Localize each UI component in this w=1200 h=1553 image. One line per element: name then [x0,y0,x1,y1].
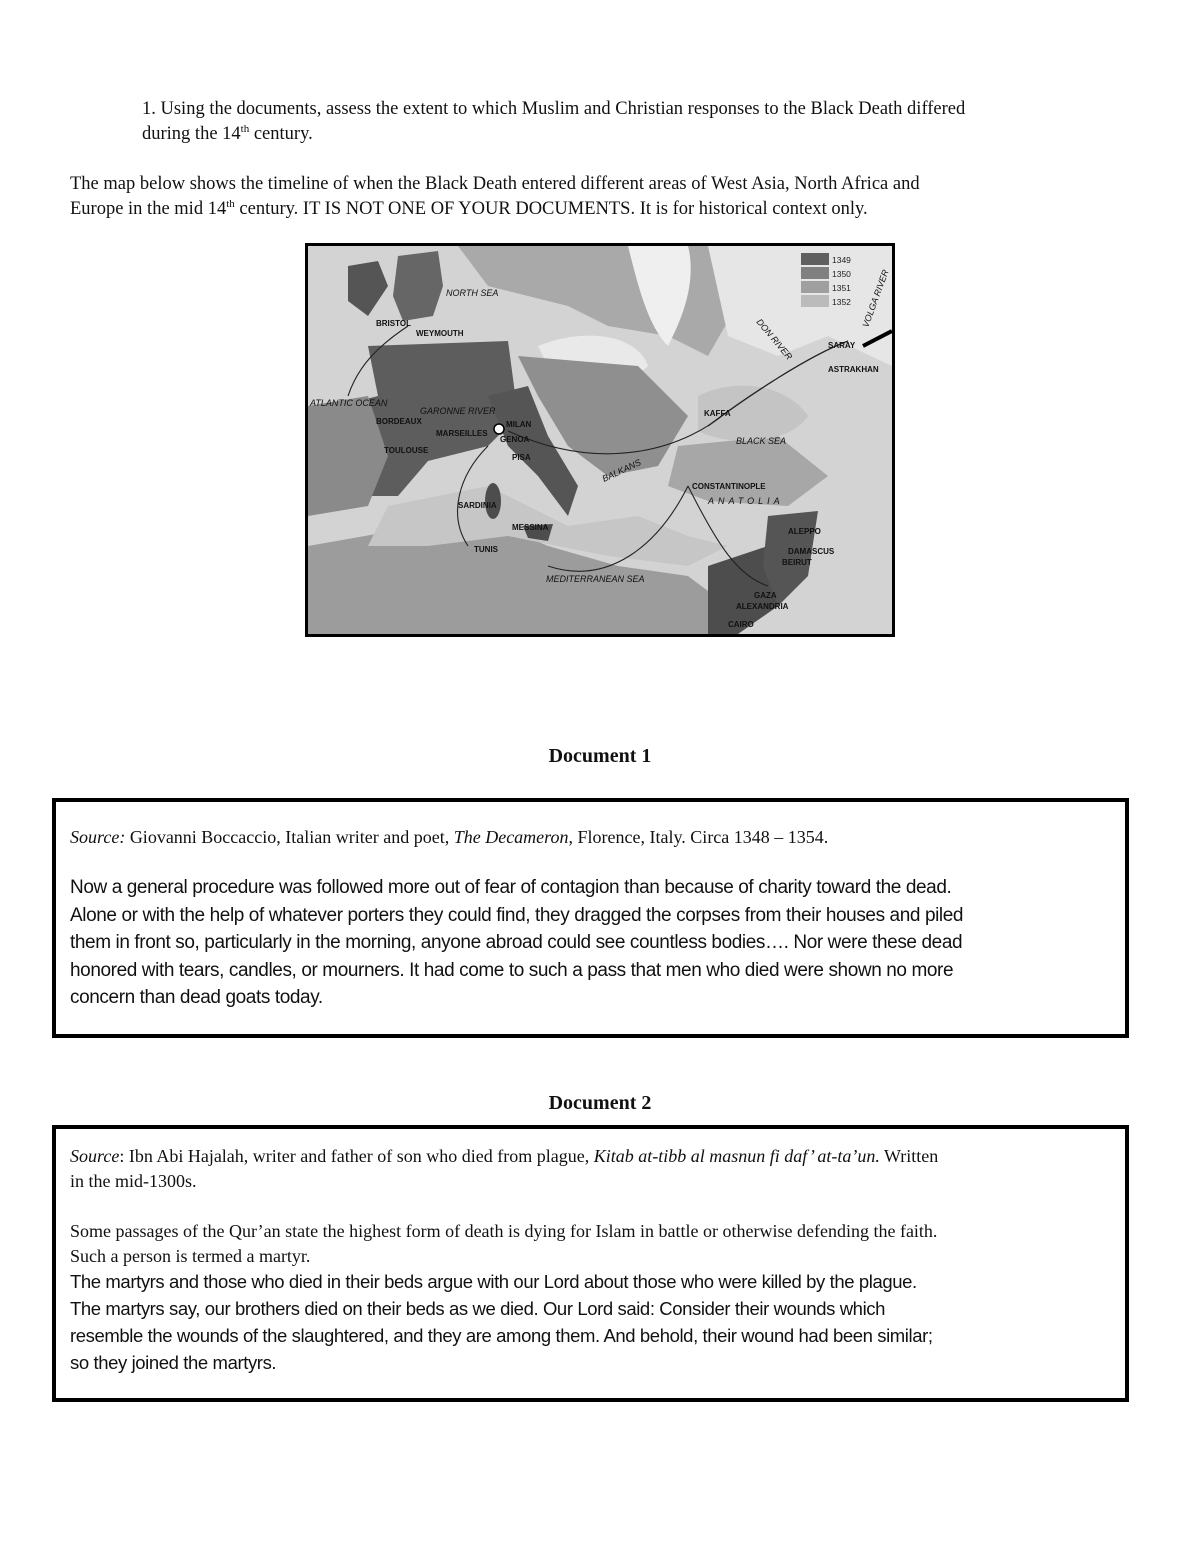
intro-line-1: The map below shows the timeline of when the Black Death entered different areas of West Asia, North Africa and [70,174,920,194]
city-damascus: DAMASCUS [788,547,835,556]
superscript: th [240,123,250,135]
city-pisa: PISA [512,453,531,462]
document-2-source [70,1144,938,1169]
document-1-heading: Document 1 [548,745,652,767]
text-line: concern than dead goats today. [70,987,323,1008]
source-text: Written [879,1146,939,1166]
city-kaffa: KAFFA [704,409,731,418]
source-text: Florence, Italy. Circa 1348 – 1354. [573,827,829,847]
source-text: : Ibn Abi Hajalah, writer and father of son who died from plague, [119,1146,594,1166]
map-intro [70,172,1130,222]
label-volga-river: VOLGA RIVER [860,268,891,329]
document-1-box [52,798,1129,1038]
city-sardinia: SARDINIA [458,501,497,510]
city-bordeaux: BORDEAUX [376,417,422,426]
intro-line-2 [70,197,1130,222]
source-title: The Decameron, [453,827,574,847]
document-2-source-line-2: in the mid-1300s. [70,1171,197,1191]
legend-swatch [801,267,829,279]
label-garonne-river: GARONNE RIVER [420,406,496,416]
question-1 [142,97,1132,147]
source-label: Source [70,1146,120,1166]
black-death-map [305,243,895,637]
label-atlantic-ocean: ATLANTIC OCEAN [310,398,388,408]
city-gaza: GAZA [754,591,777,600]
question-line-2 [142,122,1132,147]
legend-label: 1349 [832,255,851,265]
city-milan: MILAN [506,420,532,429]
intro-text-part: century. IT IS NOT ONE OF YOUR DOCUMENTS. It is for historical context only. [234,199,868,219]
text-line: The martyrs and those who died in their beds argue with our Lord about those who were killed by the plague. [70,1271,917,1292]
label-mediterranean-sea: MEDITERRANEAN SEA [546,574,645,584]
label-balkans: BALKANS [600,457,643,484]
milan-marker [494,424,504,434]
legend-label: 1351 [832,283,851,293]
text-line: so they joined the martyrs. [70,1352,277,1373]
source-label: Source: [70,827,126,847]
map-graphic [308,246,892,634]
question-text-part: century. [249,124,313,144]
text-line: Now a general procedure was followed more out of fear of contagion than because of charity toward the dead. [70,877,952,898]
legend-swatch [801,253,829,265]
source-text: Giovanni Boccaccio, Italian writer and poet, [125,827,454,847]
intro-text-part: Europe in the mid 14 [70,199,227,219]
city-weymouth: WEYMOUTH [416,329,464,338]
question-text-part: during the 14 [142,124,241,144]
city-astrakhan: ASTRAKHAN [828,365,879,374]
text-line: honored with tears, candles, or mourners. It had come to such a pass that men who died were shown no more [70,959,954,981]
label-black-sea: BLACK SEA [736,436,787,446]
label-north-sea: NORTH SEA [446,288,499,298]
city-cairo: CAIRO [728,620,754,629]
context-line: Some passages of the Qur’an state the highest form of death is dying for Islam in battle or otherwise defending the faith. [70,1221,938,1241]
document-1-source [70,825,828,850]
legend-label: 1352 [832,297,851,307]
source-title: Kitab at-tibb al masnun fi daf’ at-ta’un. [593,1146,880,1166]
city-saray: SARAY [828,341,856,350]
city-bristol: BRISTOL [376,319,411,328]
city-constantinople: CONSTANTINOPLE [692,482,766,491]
city-marseilles: MARSEILLES [436,429,488,438]
text-line: The martyrs say, our brothers died on their beds as we died. Our Lord said: Consider their wounds which [70,1298,886,1319]
city-aleppo: ALEPPO [788,527,821,536]
text-line: resemble the wounds of the slaughtered, and they are among them. And behold, their wound had been similar; [70,1325,933,1346]
label-don-river: DON RIVER [754,316,795,362]
document-2-box [52,1125,1129,1402]
text-line: Alone or with the help of whatever porters they could find, they dragged the corpses from their houses and piled [70,904,964,926]
text-line: them in front so, particularly in the morning, anyone abroad could see countless bodies…. Nor were these dead [70,932,963,953]
legend-swatch [801,281,829,293]
city-genoa: GENOA [500,435,530,444]
document-2-text [70,1268,1130,1376]
document-2-heading: Document 2 [548,1092,652,1114]
label-anatolia: ANATOLIA [708,496,784,506]
superscript: th [226,198,235,210]
city-alexandria: ALEXANDRIA [736,602,789,611]
legend-label: 1350 [832,269,851,279]
document-2-context [70,1219,1130,1269]
city-beirut: BEIRUT [782,558,812,567]
question-line-1: 1. Using the documents, assess the extent to which Muslim and Christian responses to the Black Death differed [142,99,966,119]
context-line: Such a person is termed a martyr. [70,1246,311,1266]
legend-swatch [801,295,829,307]
city-tunis: TUNIS [474,545,498,554]
city-messina: MESSINA [512,523,549,532]
document-1-text [70,874,1130,1012]
city-toulouse: TOULOUSE [384,446,429,455]
